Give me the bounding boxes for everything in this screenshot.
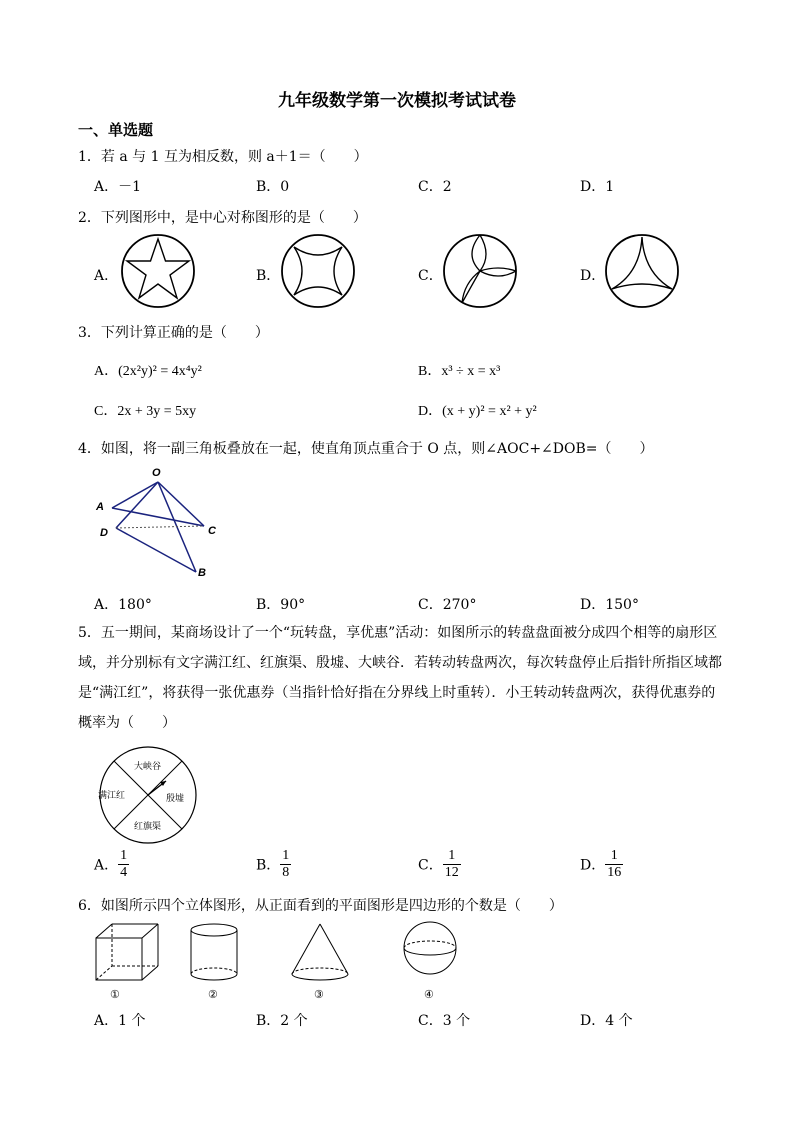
q2-option-a-label[interactable]: A． [94, 268, 119, 284]
option-label: C． [418, 597, 443, 613]
numerator: 1 [443, 848, 461, 865]
q3-option-c[interactable] [94, 400, 196, 420]
cone-icon [292, 924, 348, 980]
label-d: D [100, 527, 108, 539]
q2-option-c-label[interactable]: C． [418, 268, 443, 284]
option-text: 4 个 [605, 1013, 633, 1029]
option-text: 2 个 [280, 1013, 308, 1029]
denominator: 12 [444, 865, 459, 880]
triangle-rulers-figure [94, 464, 224, 582]
option-label: A． [94, 857, 119, 874]
option-text: 2 [442, 179, 452, 195]
q5-option-d[interactable] [580, 848, 623, 881]
q6-option-d[interactable] [580, 1010, 633, 1030]
option-label: B． [256, 597, 281, 613]
numerator: 1 [282, 848, 290, 863]
denominator: 8 [282, 865, 290, 880]
q1-option-b[interactable] [256, 176, 289, 196]
label-a: A [96, 501, 104, 513]
q1-option-c[interactable] [418, 176, 452, 196]
sphere-icon [404, 922, 456, 974]
q6-option-c[interactable] [418, 1010, 470, 1030]
star-in-circle-icon [120, 233, 196, 309]
option-text: 0 [280, 179, 290, 195]
q2-option-b-label[interactable]: B． [256, 268, 281, 284]
fraction [605, 848, 623, 881]
q5-option-b[interactable] [256, 848, 291, 881]
q5-option-a[interactable] [94, 848, 129, 881]
q1-option-a[interactable] [94, 176, 141, 196]
stem-line: 域，并分别标有文字满江红、红旗渠、殷墟、大峡谷．若转动转盘两次，每次转盘停止后指针所指区域都 [78, 655, 722, 671]
numerator: 1 [120, 848, 128, 863]
stem-line: 是“满江红”，将获得一张优惠券（当指针恰好指在分界线上时重转）．小王转动转盘两次，获得优惠券的 [78, 685, 716, 701]
option-text: 270° [442, 597, 477, 613]
stem-line: 5．五一期间，某商场设计了一个“玩转盘，享优惠”活动：如图所示的转盘盘面被分成四个相等的扇形区 [78, 625, 718, 641]
option-label: D． [418, 404, 443, 419]
question-4-stem: 4．如图，将一副三角板叠放在一起，使直角顶点重合于 O 点，则∠AOC+∠DOB=（ ） [78, 441, 654, 457]
denominator: 4 [120, 865, 128, 880]
option-label: B． [256, 179, 281, 195]
option-formula: (x + y)² = x² + y² [442, 404, 537, 419]
three-petal-circle-icon [442, 233, 518, 309]
option-label: D． [580, 597, 606, 613]
option-label: D． [580, 857, 606, 874]
option-text: 150° [605, 597, 639, 613]
fraction [280, 848, 291, 881]
question-2-stem: 2．下列图形中，是中心对称图形的是（ ） [78, 210, 367, 226]
question-6-stem: 6．如图所示四个立体图形，从正面看到的平面图形是四边形的个数是（ ） [78, 898, 563, 914]
solids-figure [90, 918, 450, 1002]
q6-option-b[interactable] [256, 1010, 308, 1030]
question-1-stem: 1．若 a 与 1 互为相反数，则 a＋1＝（ ） [78, 149, 368, 165]
q3-option-d[interactable] [418, 400, 537, 420]
option-label: A． [94, 179, 119, 195]
wheel-label-top: 大峡谷 [134, 762, 162, 772]
q3-option-b[interactable] [418, 360, 500, 380]
option-text: －1 [118, 179, 142, 195]
cube-icon [96, 924, 158, 980]
option-label: C． [418, 179, 443, 195]
option-formula: x³ ÷ x = x³ [441, 364, 501, 379]
option-label: A． [94, 364, 119, 379]
section-heading: 一、单选题 [78, 121, 154, 139]
option-label: A． [94, 597, 119, 613]
option-label: C． [418, 857, 443, 874]
stem-line: 概率为（ ） [78, 715, 176, 731]
spinner-wheel-figure [94, 745, 202, 845]
cylinder-icon [191, 924, 237, 980]
figure-label-4: ④ [424, 988, 434, 1001]
option-label: D． [580, 179, 606, 195]
label-b: B [198, 567, 206, 579]
q4-option-c[interactable] [418, 594, 476, 614]
label-o: O [152, 467, 161, 479]
label-c: C [208, 525, 216, 537]
numerator: 1 [605, 848, 623, 865]
q4-option-b[interactable] [256, 594, 305, 614]
q6-option-a[interactable] [94, 1010, 145, 1030]
option-label: C． [418, 1013, 443, 1029]
q4-option-a[interactable] [94, 594, 152, 614]
q2-option-d-label[interactable]: D． [580, 268, 606, 284]
option-label: D． [580, 1013, 606, 1029]
q3-option-a[interactable] [94, 360, 202, 380]
question-5-stem [78, 618, 728, 738]
option-label: B． [418, 364, 442, 379]
figure-label-3: ③ [314, 988, 324, 1001]
fraction [118, 848, 129, 881]
wheel-label-left: 满江红 [98, 791, 126, 801]
exam-title: 九年级数学第一次模拟考试试卷 [278, 91, 516, 111]
figure-label-2: ② [208, 988, 218, 1001]
option-text: 180° [118, 597, 152, 613]
denominator: 16 [607, 865, 622, 880]
option-text: 3 个 [442, 1013, 471, 1029]
figure-label-1: ① [110, 988, 120, 1001]
curved-triangle-in-circle-icon [604, 233, 680, 309]
wheel-label-bottom: 红旗渠 [134, 822, 162, 832]
q5-option-c[interactable] [418, 848, 461, 881]
concave-square-in-circle-icon [280, 233, 356, 309]
option-text: 90° [280, 597, 306, 613]
question-3-stem: 3．下列计算正确的是（ ） [78, 325, 269, 341]
option-label: C． [94, 404, 118, 419]
option-label: A． [94, 1013, 119, 1029]
option-label: B． [256, 857, 281, 874]
q1-option-d[interactable] [580, 176, 614, 196]
option-text: 1 [605, 179, 615, 195]
option-formula: (2x²y)² = 4x⁴y² [118, 364, 202, 379]
option-label: B． [256, 1013, 281, 1029]
option-text: 1 个 [118, 1013, 146, 1029]
wheel-label-right: 殷墟 [166, 794, 185, 804]
option-formula: 2x + 3y = 5xy [117, 404, 197, 419]
q4-option-d[interactable] [580, 594, 639, 614]
fraction [443, 848, 461, 881]
